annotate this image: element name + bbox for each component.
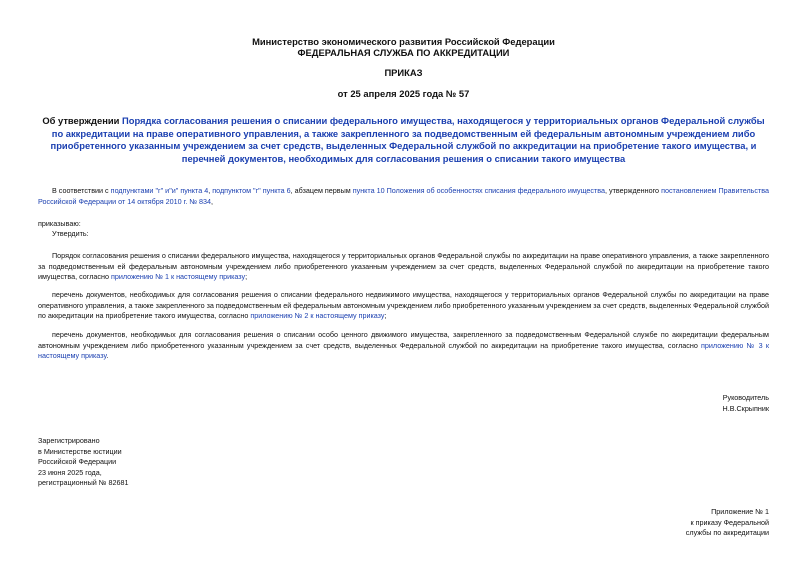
service-name: ФЕДЕРАЛЬНАЯ СЛУЖБА ПО АККРЕДИТАЦИИ [297,47,510,58]
appendix-heading [686,507,769,539]
document-date-number: от 25 апреля 2025 года № 57 [337,88,470,99]
item-text: перечень документов, необходимых для согласования решения о списании особо ценного движимого имущества, закрепленного за подведомственным Федеральной службе по аккредитации федеральным автономным учреждением либо приобретенного указанным учреждением за счет средств, выделенных Федеральной службой по аккредитации на приобретение такого имущества, согласно [38,330,769,350]
basis-text-3: , абзацем первым [290,186,353,195]
appendix-line: службы по аккредитации [685,528,769,538]
basis-paragraph [38,186,769,207]
registration-line: 23 июня 2025 года, [38,467,102,477]
basis-text-2: , [208,186,213,195]
basis-link-resolution[interactable]: постановлением Правительства Российской Федерации от 14 октября 2010 г. № 834 [38,186,770,206]
appendix-2-link[interactable]: приложению № 2 к настоящему приказу [250,311,385,321]
registration-line: Российской Федерации [38,457,117,467]
order-word: приказываю: [38,219,81,228]
ministry-name: Министерство экономического развития Российской Федерации [252,36,555,47]
appendix-3-link[interactable]: приложению № 3 к настоящему приказу [38,340,769,361]
basis-text-1: В соответствии с [52,186,111,195]
signature-block [723,393,770,414]
title-prefix: Об утверждении [42,115,122,126]
list-item [38,330,769,362]
document-title [36,115,771,165]
appendix-1-link[interactable]: приложению № 1 к настоящему приказу [110,272,246,282]
signature-name: Н.В.Скрыпник [722,403,769,413]
list-item [38,290,769,322]
appendix-line: Приложение № 1 [711,507,769,516]
basis-text-5: , [211,196,214,206]
item-tail: ; [245,272,248,282]
item-tail: . [106,351,109,361]
appendix-line: к приказу Федеральной [690,517,769,527]
item-text: Порядок согласования решения о списании федерального имущества, находящегося у территориальных органов Федеральной службы по аккредитации на праве оперативного управления, а также закрепленного за подведомственным ей федеральным автономным учреждением либо приобретенного указанным учреждением за счет средств, выделенных Федеральной службой по аккредитации на приобретение такого имущества, согласно [38,251,769,282]
item-text: перечень документов, необходимых для согласования решения о списании федерального недвижимого имущества, находящегося у территориальных органов Федеральной службы по аккредитации на праве оперативного управления, а также закрепленного за подведомственным ей федеральным автономным учреждением либо приобретенного указанным учреждением за счет средств, выделенных Федеральной службой по аккредитации на приобретение такого имущества, согласно [38,290,769,321]
basis-text-4: , утвержденного [605,186,662,195]
title-link[interactable]: Порядка согласования решения о списании федерального имущества, находящегося у территориальных органов Федеральной службы по аккредитации на праве оперативного управления, а также закрепленного за подведомственным ей федеральным автономным учреждением либо приобретенного указанным учреждением за счет средств, выделенных Федеральной службой по аккредитации на приобретение такого имущества, и перечней документов, необходимых для согласования решения о списании такого имущества [50,115,765,164]
item-tail: ; [384,311,387,321]
registration-line: в Министерстве юстиции [38,446,122,456]
registration-line: Зарегистрировано [38,436,100,445]
registration-line: регистрационный № 82681 [38,478,129,488]
list-item [38,251,769,283]
basis-link-point-10[interactable]: пункта 10 Положения об особенностях списания федерального имущества [352,186,606,195]
signature-position: Руководитель [722,393,769,402]
approve-word: Утвердить: [52,229,89,238]
document-type: ПРИКАЗ [384,67,423,78]
registration-block [38,436,128,489]
basis-link-subpoint-6[interactable]: подпунктом "г" пункта 6 [212,186,291,195]
basis-link-subpoints-4[interactable]: подпунктами "г" и"и" пункта 4 [110,186,209,195]
